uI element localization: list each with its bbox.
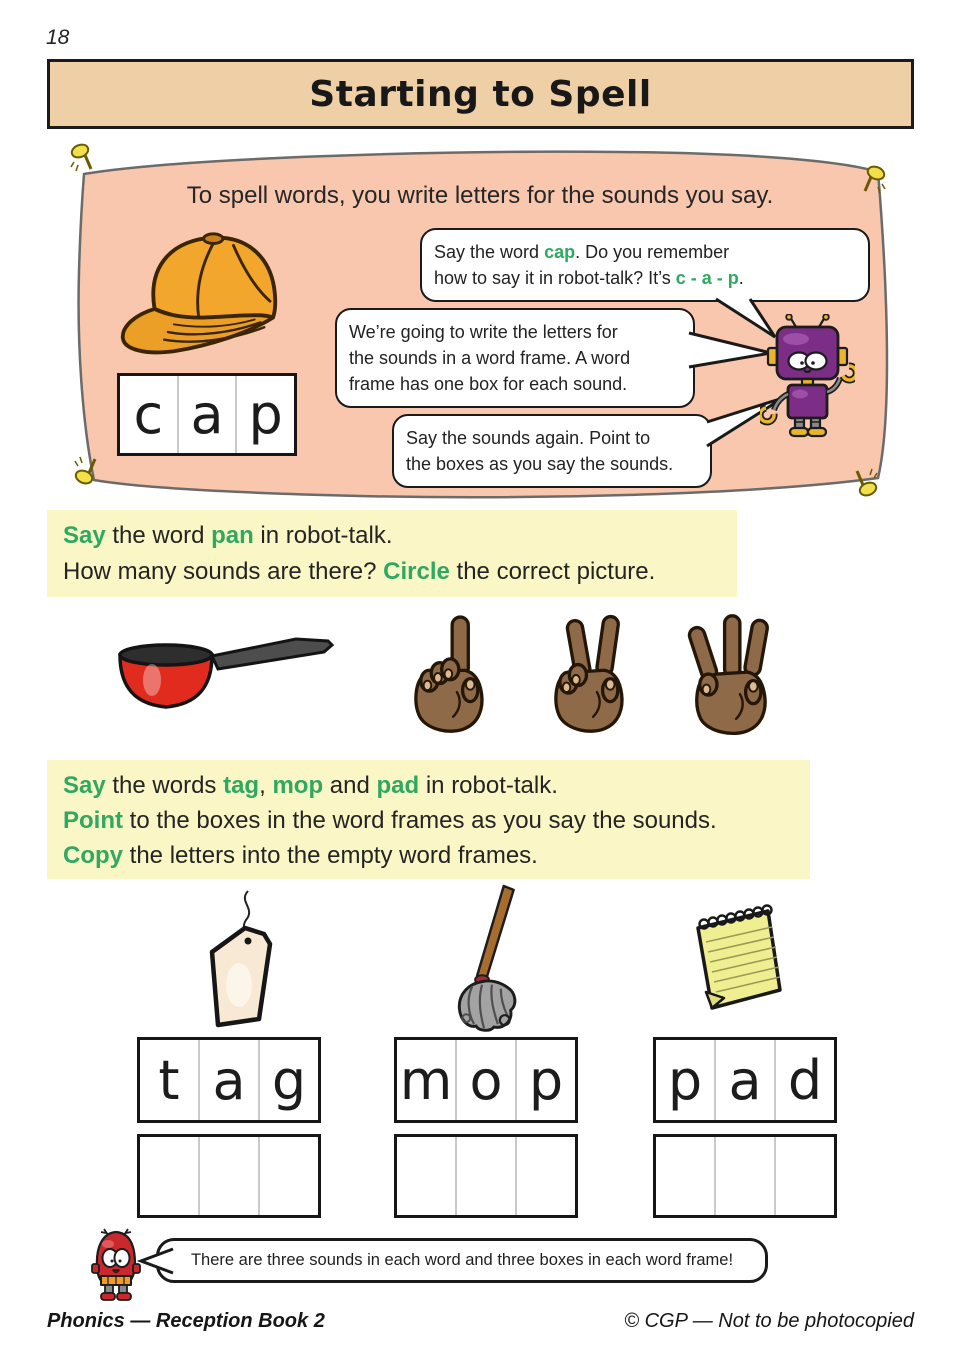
purple-robot-image (760, 314, 855, 439)
word-frame-tag (137, 1037, 321, 1123)
frame-letter: p (528, 1048, 564, 1112)
speech-bubble-word-frame (335, 308, 695, 408)
frame-cell (179, 376, 238, 453)
red-robot-image (88, 1226, 146, 1304)
frame-cell (260, 1040, 318, 1120)
bubble-line: the sounds in a word frame. A word (349, 348, 631, 368)
frame-cell (200, 1040, 260, 1120)
tag-image (198, 888, 286, 1033)
bubble-line: frame has one box for each sound. (349, 374, 628, 394)
bubble-line: We’re going to write the letters for (349, 322, 618, 342)
notepad-image (686, 898, 786, 1016)
frame-letter: a (728, 1048, 762, 1112)
pushpin-icon (74, 456, 100, 486)
task-line: How many sounds are there? Circle the correct picture. (63, 558, 656, 585)
footer-book-title: Phonics — Reception Book 2 (47, 1310, 325, 1332)
cap-image (118, 224, 296, 364)
bubble-line: how to say it in robot-talk? It’s c - a - p. (434, 268, 744, 288)
frame-cell (517, 1040, 575, 1120)
frame-cell (457, 1040, 517, 1120)
frame-letter: p (248, 383, 283, 446)
empty-frame-cell[interactable] (517, 1137, 575, 1215)
empty-frame-cell[interactable] (656, 1137, 716, 1215)
empty-frame-cell[interactable] (776, 1137, 834, 1215)
frame-letter: m (399, 1048, 453, 1112)
bubble-line: Say the sounds again. Point to (406, 428, 651, 448)
hand-three-fingers-option[interactable] (676, 612, 778, 738)
task1-instructions (47, 510, 737, 597)
frame-cell (120, 376, 179, 453)
bubble-tail (139, 1247, 175, 1277)
frame-cell (656, 1040, 716, 1120)
frame-cell (716, 1040, 776, 1120)
footer-copyright: © CGP — Not to be photocopied (624, 1310, 914, 1332)
bubble-line: the boxes as you say the sounds. (406, 454, 674, 474)
saucepan-image (100, 628, 340, 716)
pushpin-icon (70, 142, 96, 172)
page-title: Starting to Spell (309, 73, 652, 115)
intro-heading: To spell words, you write letters for the sounds you say. (186, 182, 774, 209)
word-frame-tag-empty (137, 1134, 321, 1218)
word-frame-mop (394, 1037, 578, 1123)
frame-letter: t (158, 1048, 180, 1112)
empty-frame-cell[interactable] (397, 1137, 457, 1215)
word-frame-pad-empty (653, 1134, 837, 1218)
mop-image (438, 884, 533, 1032)
empty-frame-cell[interactable] (716, 1137, 776, 1215)
frame-letter: d (787, 1048, 823, 1112)
frame-cell (237, 376, 294, 453)
empty-frame-cell[interactable] (260, 1137, 318, 1215)
frame-letter: o (469, 1048, 503, 1112)
frame-cell (776, 1040, 834, 1120)
empty-frame-cell[interactable] (457, 1137, 517, 1215)
task-line: Say the word pan in robot-talk. (63, 522, 393, 549)
speech-bubble-sounds (392, 414, 712, 488)
empty-frame-cell[interactable] (200, 1137, 260, 1215)
empty-frame-cell[interactable] (140, 1137, 200, 1215)
task-line: Say the words tag, mop and pad in robot-talk. (63, 772, 558, 799)
frame-letter: p (667, 1048, 703, 1112)
frame-letter: c (133, 383, 164, 446)
speech-bubble-cap (420, 228, 870, 302)
word-frame-mop-empty (394, 1134, 578, 1218)
frame-letter: g (271, 1048, 307, 1112)
bubble-line: Say the word cap. Do you remember (434, 242, 730, 262)
frame-cell (397, 1040, 457, 1120)
frame-cell (140, 1040, 200, 1120)
hand-two-fingers-option[interactable] (538, 612, 633, 738)
task2-instructions (47, 760, 810, 879)
frame-letter: a (212, 1048, 246, 1112)
word-frame-cap (117, 373, 297, 456)
frame-letter: a (190, 383, 224, 446)
task-line: Copy the letters into the empty word frames. (63, 842, 538, 869)
title-banner (47, 59, 914, 129)
hint-bubble (156, 1238, 768, 1283)
page-number: 18 (46, 26, 70, 49)
hand-one-finger-option[interactable] (398, 612, 493, 738)
pushpin-icon (852, 468, 878, 498)
task-line: Point to the boxes in the word frames as you say the sounds. (63, 807, 717, 834)
intro-banner (60, 142, 900, 510)
hint-text: There are three sounds in each word and three boxes in each word frame! (190, 1251, 734, 1269)
word-frame-pad (653, 1037, 837, 1123)
